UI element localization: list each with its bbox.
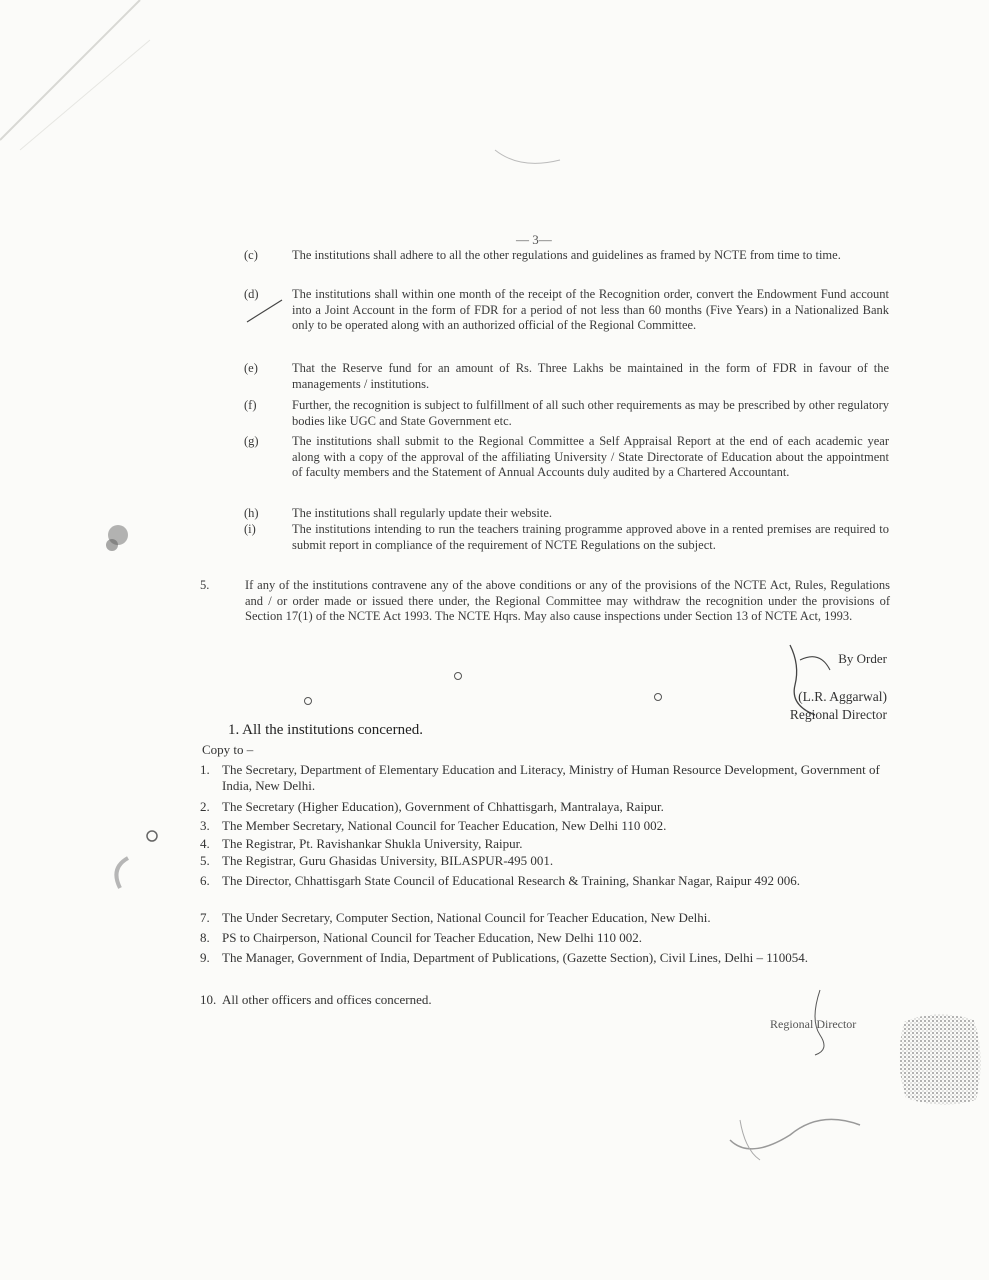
condition-text: The institutions intending to run the teachers training programme approved above in a rented premises are required to submit report in compliance of the requirement of NCTE Regulations on the subject.: [292, 522, 889, 552]
copy-list-item: [200, 836, 890, 852]
condition-label: (i): [244, 522, 256, 536]
copy-list-item: [200, 762, 890, 794]
condition-label: (e): [244, 361, 258, 375]
condition-item: [244, 287, 889, 334]
copy-item-number: 6.: [200, 873, 210, 888]
signatory-title: Regional Director: [789, 707, 887, 722]
copy-item-number: 4.: [200, 836, 210, 851]
condition-text: The institutions shall adhere to all the other regulations and guidelines as framed by NCTE from time to time.: [292, 248, 841, 262]
copy-list-item: [200, 873, 890, 889]
signatory-block: [790, 688, 887, 724]
copy-item-number: 10.: [200, 992, 217, 1007]
copy-item-text: The Secretary (Higher Education), Government of Chhattisgarh, Mantralaya, Raipur.: [222, 799, 664, 814]
condition-item: [244, 361, 889, 392]
paragraph-text: If any of the institutions contravene any of the above conditions or any of the provisions of the NCTE Act, Rules, Regulations and / or order made or issued there under, the Regional Committee may withdraw the recognition under the provisions of Section 17(1) of the NCTE Act 1993. The NCTE Hqrs. May also cause inspections under Section 13 of NCTE Act, 1993.: [245, 578, 890, 623]
copy-item-number: 2.: [200, 799, 210, 814]
condition-item: [244, 398, 889, 429]
copy-list-item: [200, 930, 890, 946]
copy-list-item: [200, 992, 890, 1008]
copy-item-number: 3.: [200, 818, 210, 833]
condition-item: [244, 506, 889, 522]
copy-item-text: The Under Secretary, Computer Section, National Council for Teacher Education, New Delhi.: [222, 910, 711, 925]
copy-list-item: [200, 799, 890, 815]
condition-text: The institutions shall submit to the Regional Committee a Self Appraisal Report at the end of each academic year along with a copy of the approval of the affiliating University / State Directorate of Education about the appointment of faculty members and the Statement of Annual Accounts duly audited by a Chartered Accountant.: [292, 434, 889, 479]
copy-item-number: 8.: [200, 930, 210, 945]
addressee-line: 1. All the institutions concerned.: [228, 722, 423, 738]
copy-item-text: All other officers and offices concerned.: [222, 992, 432, 1007]
condition-item: [244, 522, 889, 553]
punch-mark: [454, 672, 462, 680]
paragraph-number: 5.: [200, 578, 210, 592]
bottom-signature-title: Regional Director: [770, 1017, 857, 1031]
copy-item-number: 5.: [200, 853, 210, 868]
page-number: — 3—: [516, 232, 552, 247]
condition-label: (g): [244, 434, 259, 448]
copy-item-text: The Member Secretary, National Council for Teacher Education, New Delhi 110 002.: [222, 818, 667, 833]
punch-mark: [654, 693, 662, 701]
copy-list-item: [200, 818, 890, 834]
condition-item: [244, 248, 889, 264]
copy-item-number: 7.: [200, 910, 210, 925]
copy-item-text: The Manager, Government of India, Department of Publications, (Gazette Section), Civil Lines, Delhi – 110054.: [222, 950, 809, 965]
copy-item-text: The Director, Chhattisgarh State Council of Educational Research & Training, Shankar Nagar, Raipur 492 006.: [222, 873, 801, 888]
copy-list-item: [200, 853, 890, 869]
copy-item-number: 9.: [200, 950, 210, 965]
copy-item-text: The Registrar, Guru Ghasidas University, BILASPUR-495 001.: [222, 853, 554, 868]
condition-label: (f): [244, 398, 257, 412]
condition-text: The institutions shall within one month of the receipt of the Recognition order, convert the Endowment Fund account into a Joint Account in the form of FDR for a period of not less than 60 months (Five Years) in a Nationalized Bank only to be operated along with an authorized official of the Regional Committee.: [292, 287, 889, 332]
condition-label: (d): [244, 287, 259, 301]
copy-item-number: 1.: [200, 762, 210, 777]
condition-label: (h): [244, 506, 259, 520]
copy-item-text: The Secretary, Department of Elementary Education and Literacy, Ministry of Human Resource Development, Government of India, New Delhi.: [222, 762, 880, 793]
signatory-name: (L.R. Aggarwal): [798, 689, 887, 704]
condition-label: (c): [244, 248, 258, 262]
punch-mark: [304, 697, 312, 705]
condition-text: The institutions shall regularly update their website.: [292, 506, 553, 520]
condition-item: [244, 434, 889, 481]
by-order-label: By Order: [838, 651, 887, 666]
copy-item-text: The Registrar, Pt. Ravishankar Shukla University, Raipur.: [222, 836, 523, 851]
stamp-smudge: [896, 1012, 982, 1108]
condition-text: That the Reserve fund for an amount of Rs. Three Lakhs be maintained in the form of FDR in favour of the managements / institutions.: [292, 361, 889, 391]
condition-text: Further, the recognition is subject to fulfillment of all such other requirements as may be prescribed by other regulatory bodies like UGC and State Government etc.: [292, 398, 889, 428]
copy-item-text: PS to Chairperson, National Council for Teacher Education, New Delhi 110 002.: [222, 930, 643, 945]
copy-list-item: [200, 910, 890, 926]
paragraph-5: [200, 578, 890, 625]
copy-list-item: [200, 950, 890, 966]
copy-to-label: Copy to –: [202, 742, 254, 757]
